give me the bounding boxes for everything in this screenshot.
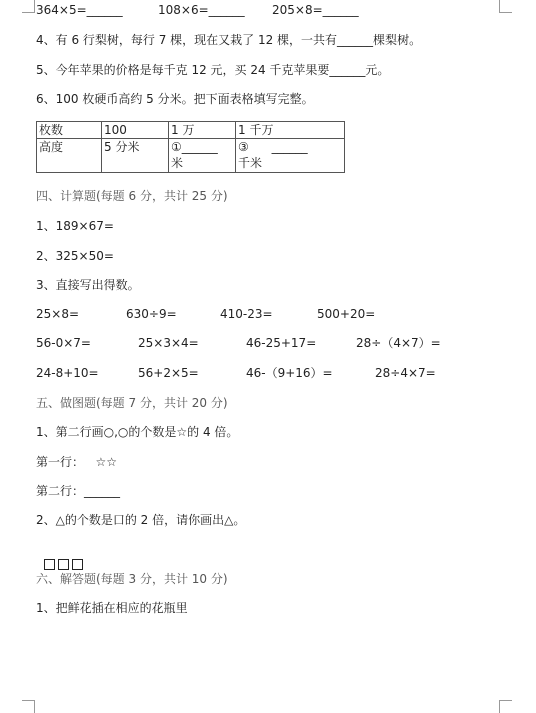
section-heading: 五、做图题(每题 7 分，共计 20 分) [36,396,228,410]
calc-item: 28÷（4×7）= [356,336,441,350]
calc-item: 46-25+17= [246,336,317,350]
table-cell: 100 [102,122,169,139]
square-shape [44,559,55,570]
square-shape [58,559,69,570]
calc-item: 500+20= [317,307,376,321]
question-5: 5、今年苹果的价格是每千克 12 元，买 24 千克苹果要______元。 [36,63,390,77]
table-cell: 1 千万 [236,122,345,139]
page-corner-mark [499,700,512,713]
table-cell: 1 万 [169,122,236,139]
stars: ☆☆ [95,455,117,469]
question-4: 4、有 6 行梨树，每行 7 棵，现在又栽了 12 棵，一共有______棵梨树。 [36,33,422,47]
table-row [37,139,345,173]
table-cell [236,139,345,173]
calc-item: 364×5=______ [36,3,123,17]
calc-item: 28÷4×7= [375,366,436,380]
table-cell: 5 分米 [102,139,169,173]
question-6: 6、100 枚硬币高约 5 分米。把下面表格填写完整。 [36,92,314,106]
calc-row [36,365,506,381]
page-corner-mark [22,700,35,713]
calc-item: 108×6=______ [158,3,245,17]
calc-row [36,335,506,351]
drawing-row-1 [36,454,117,470]
calc-item: 410-23= [220,307,273,321]
blank-answer: ③ ______ [238,140,308,154]
section-heading: 六、解答题(每题 3 分，共计 10 分) [36,572,228,586]
table-cell: 枚数 [37,122,102,139]
table-row [37,122,345,139]
calc-row [36,306,506,322]
table-cell: 高度 [37,139,102,173]
drawing-question: 1、第二行画○,○的个数是☆的 4 倍。 [36,425,239,439]
calc-item: 205×8=______ [272,3,359,17]
square-shapes [36,541,86,573]
calc-item: 24-8+10= [36,366,99,380]
section-heading: 四、计算题(每题 6 分，共计 25 分) [36,189,228,203]
calc-item: 56-0×7= [36,336,91,350]
drawing-question: 2、△的个数是口的 2 倍，请你画出△。 [36,513,246,527]
unit-label: 米 [171,156,184,170]
row-label: 第一行： [36,455,85,469]
square-shape [72,559,83,570]
calc-question: 3、直接写出得数。 [36,278,140,292]
unit-label: 千米 [238,156,263,170]
coin-height-table [36,121,345,173]
calc-question: 1、189×67= [36,219,114,233]
calc-item: 56+2×5= [138,366,199,380]
calc-question: 2、325×50= [36,249,114,263]
top-calc-row [36,2,506,18]
calc-item: 25×3×4= [138,336,199,350]
answer-question: 1、把鲜花插在相应的花瓶里 [36,601,188,615]
blank-answer: ①______ [171,140,218,154]
drawing-row-2: 第二行：______ [36,484,121,498]
calc-item: 630÷9= [126,307,177,321]
calc-item: 46-（9+16）= [246,366,333,380]
calc-item: 25×8= [36,307,80,321]
table-cell [169,139,236,173]
page-corner-mark [22,0,35,13]
